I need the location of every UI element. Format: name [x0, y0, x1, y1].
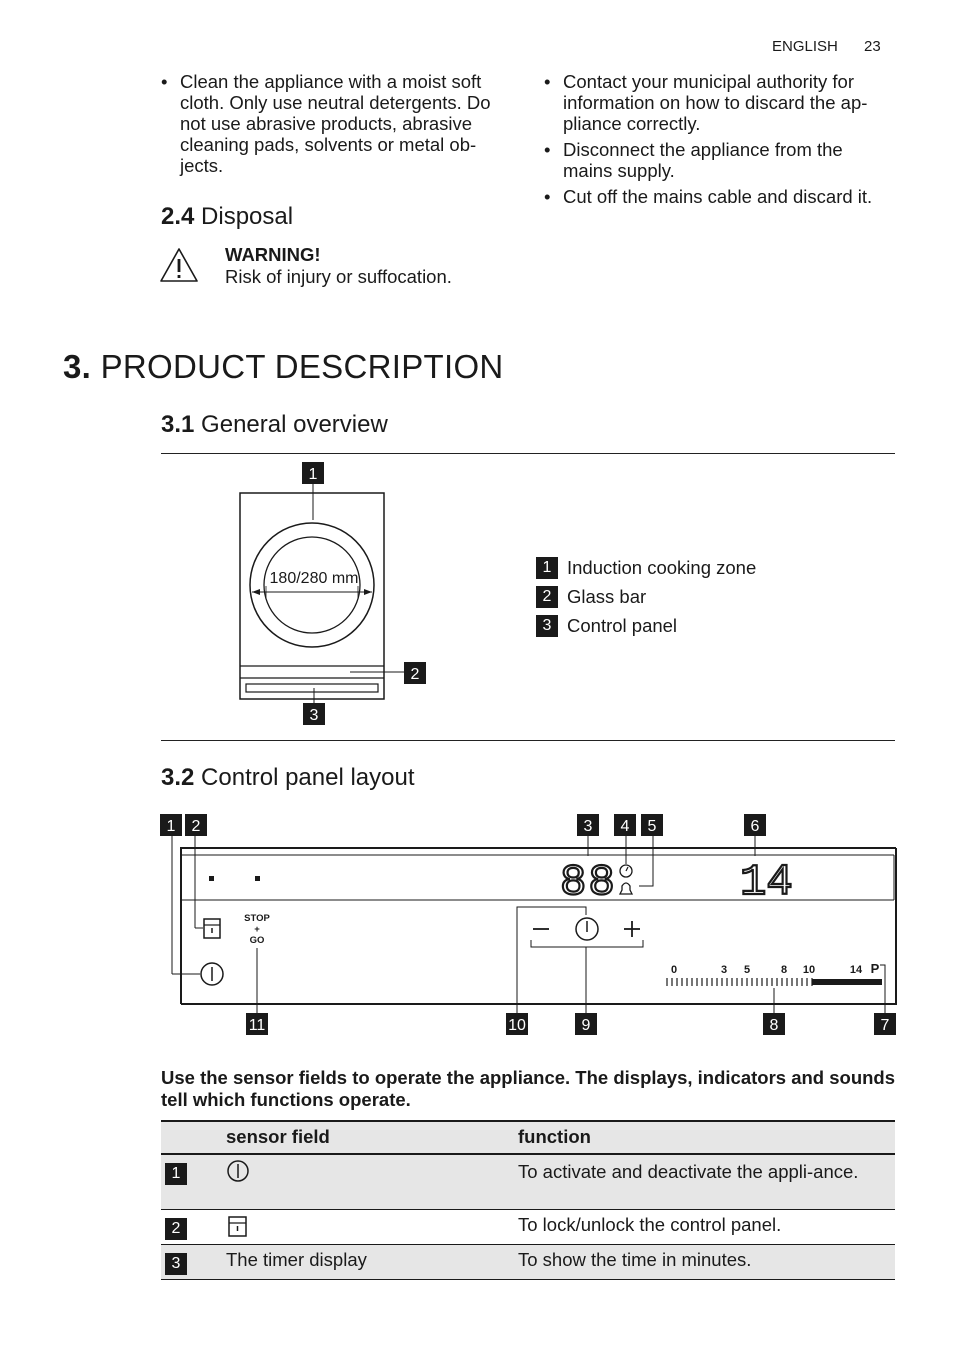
zone-size-label: 180/280 mm	[269, 570, 359, 587]
warning-text: Risk of injury or suffocation.	[225, 266, 452, 287]
legend-text: Control panel	[567, 614, 678, 636]
zone-indicator-dot	[255, 876, 260, 881]
callout-number: 8	[769, 1017, 779, 1034]
hob-overview-diagram	[230, 460, 440, 730]
callout-number: 9	[581, 1017, 591, 1034]
function-text: To lock/unlock the control panel.	[518, 1213, 782, 1235]
divider	[161, 740, 895, 741]
lock-icon	[226, 1215, 250, 1239]
list-item: • Clean the appliance with a moist soft cloth. Only use neutral detergents. Do not use abrasive products, abrasive cleaning pads, solvents or metal ob-jects.	[161, 71, 511, 176]
table-row	[161, 1244, 895, 1279]
sensor-field-text: The timer display	[226, 1248, 367, 1270]
legend-item	[536, 582, 756, 611]
callout-number: 2	[410, 666, 420, 683]
scale-label: P	[870, 961, 880, 976]
stop-go-label: STOP	[244, 913, 270, 924]
section-name: Control panel layout	[201, 764, 415, 791]
scale-label: 14	[849, 964, 863, 976]
table-row	[161, 1209, 895, 1244]
power-icon	[226, 1159, 250, 1183]
callout-number: 1	[166, 818, 176, 835]
list-item: • Disconnect the appliance from the mains supply.	[544, 139, 894, 181]
warning-icon	[159, 247, 199, 283]
list-item: • Cut off the mains cable and discard it.	[544, 186, 894, 207]
power-scale-ticks	[667, 978, 812, 986]
legend-item	[536, 611, 756, 640]
table-header-row	[161, 1121, 895, 1154]
callout-number: 2	[191, 818, 201, 835]
scale-label: 3	[720, 964, 728, 976]
stop-go-label: +	[254, 924, 260, 935]
power-level-display: 14	[740, 858, 793, 908]
hob-outline	[240, 493, 384, 699]
callout-number: 7	[880, 1017, 890, 1034]
control-panel-slot	[246, 684, 378, 692]
zone-indicator-dot	[209, 876, 214, 881]
section-name: Disposal	[201, 203, 294, 230]
table-row	[161, 1154, 895, 1209]
legend-item	[536, 553, 756, 582]
scale-label: 8	[780, 964, 788, 976]
timer-display: 88	[560, 858, 617, 908]
bell-icon	[620, 883, 632, 894]
scale-label: 5	[743, 964, 751, 976]
callout-number: 4	[620, 818, 630, 835]
callout-number: 1	[308, 466, 318, 483]
chapter-number: 3.	[63, 348, 92, 385]
chapter-title	[63, 348, 504, 386]
warning-title: WARNING!	[225, 244, 321, 265]
cleaning-right-list	[544, 71, 894, 212]
column-header	[161, 1121, 226, 1154]
legend-text: Induction cooking zone	[567, 556, 757, 578]
legend-number: 1	[536, 557, 558, 579]
section-title-disposal	[161, 203, 293, 231]
legend-number: 2	[536, 586, 558, 608]
row-number: 3	[165, 1253, 187, 1275]
warning-block	[225, 244, 452, 288]
column-header: function	[518, 1126, 591, 1147]
sensor-field-table	[161, 1120, 895, 1280]
function-text: To show the time in minutes.	[518, 1248, 752, 1270]
overview-legend	[536, 553, 756, 640]
list-item: • Contact your municipal authority for information on how to discard the ap-pliance correctly.	[544, 71, 894, 134]
sensor-intro: Use the sensor fields to operate the appliance. The displays, indicators and sounds tell which functions operate.	[161, 1067, 896, 1110]
section-number: 2.4	[161, 203, 195, 230]
chapter-name: PRODUCT DESCRIPTION	[100, 348, 504, 385]
section-title-control-panel	[161, 764, 415, 792]
legend-number: 3	[536, 615, 558, 637]
callout-number: 3	[583, 818, 593, 835]
callout-number: 5	[647, 818, 657, 835]
column-header: sensor field	[226, 1126, 330, 1147]
scale-label: 10	[802, 964, 816, 976]
power-scale-bar	[812, 979, 882, 985]
header-language: ENGLISH	[772, 38, 838, 55]
section-number: 3.2	[161, 764, 195, 791]
scale-label: 0	[670, 964, 678, 976]
running-header	[772, 38, 881, 55]
callout-number: 3	[309, 707, 319, 724]
function-text: To activate and deactivate the appli-ance.	[518, 1161, 859, 1182]
section-name: General overview	[201, 411, 388, 438]
divider	[161, 453, 895, 454]
section-title-overview	[161, 411, 388, 439]
control-panel-diagram	[150, 810, 910, 1042]
section-number: 3.1	[161, 411, 195, 438]
callout-number: 6	[750, 818, 760, 835]
stop-go-label: GO	[249, 935, 265, 946]
callout-number: 10	[508, 1017, 526, 1034]
row-number: 1	[165, 1163, 187, 1185]
cleaning-left-list	[161, 71, 511, 181]
legend-text: Glass bar	[567, 585, 647, 607]
callout-number: 11	[248, 1017, 266, 1034]
page-number: 23	[864, 38, 881, 55]
row-number: 2	[165, 1218, 187, 1240]
